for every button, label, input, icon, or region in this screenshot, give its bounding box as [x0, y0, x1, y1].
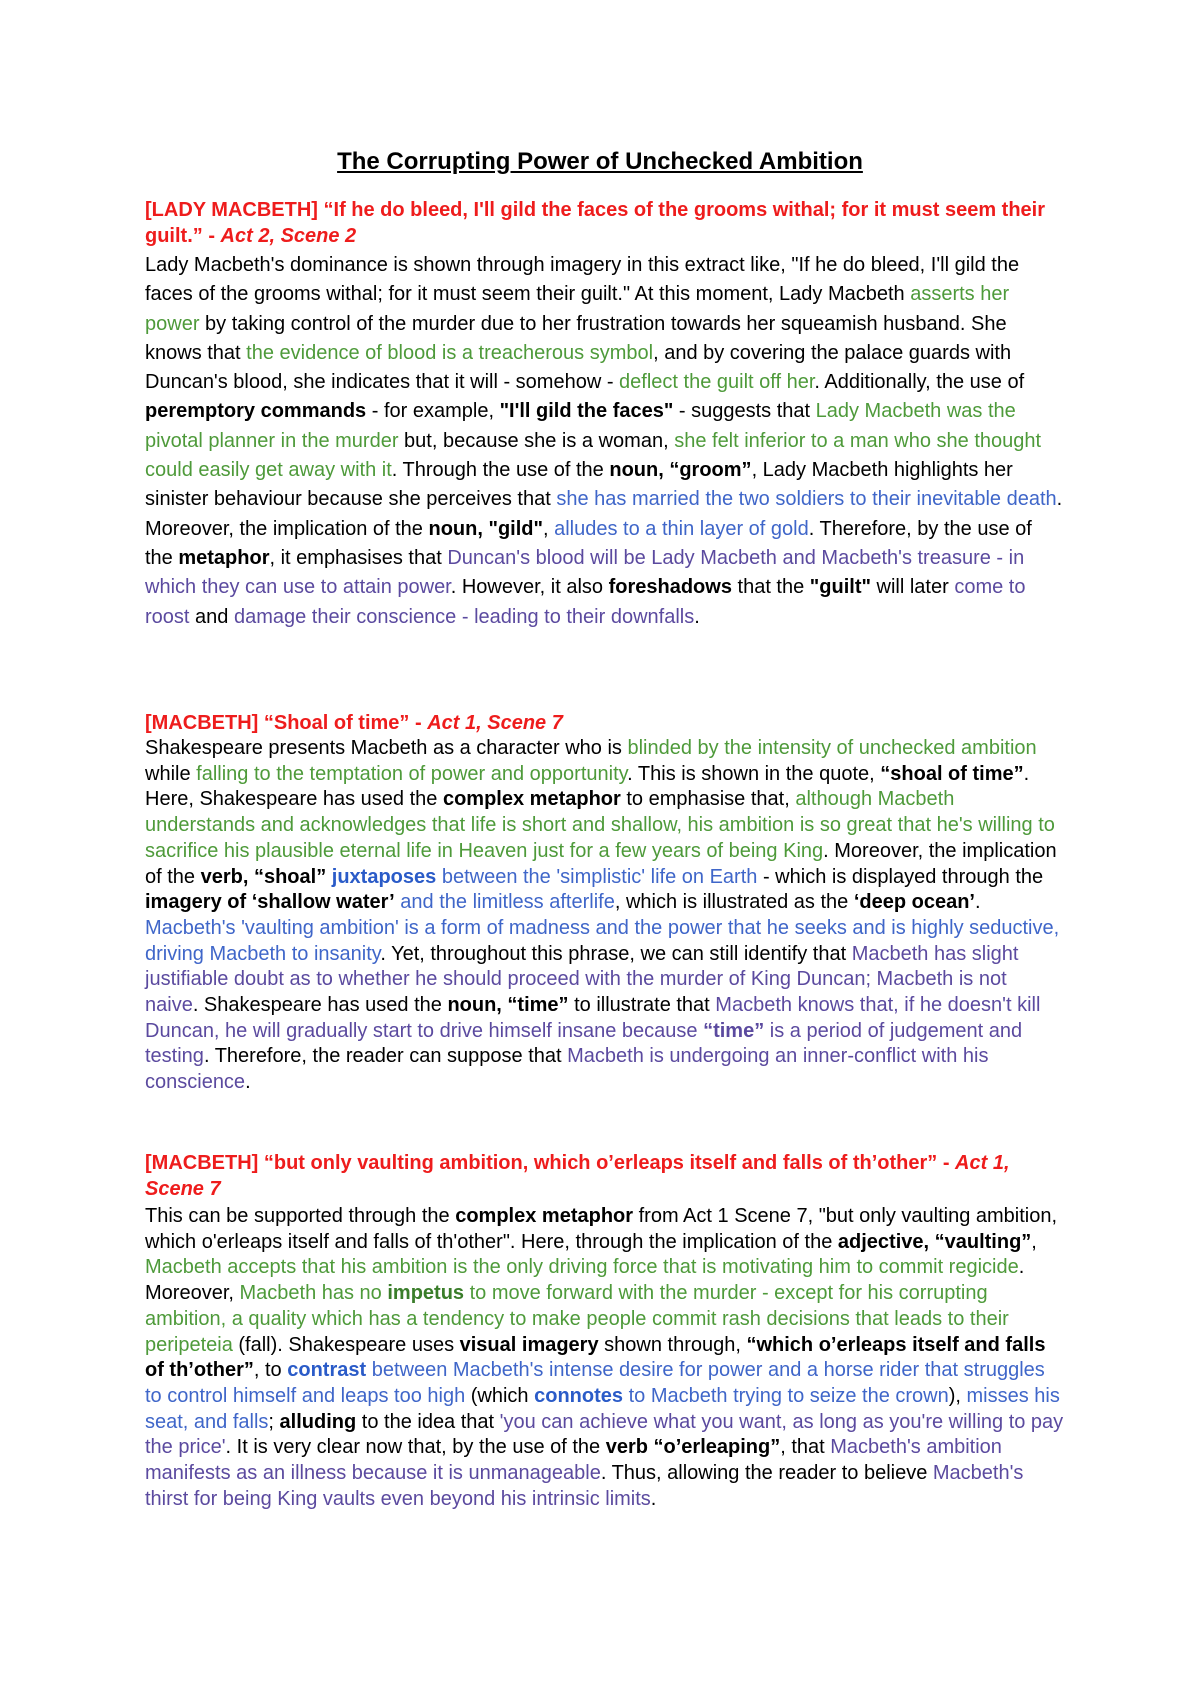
text-run: - which is displayed through the: [757, 865, 1044, 888]
section-body: [145, 1204, 1065, 1512]
text-run: . Therefore, the reader can suppose that: [203, 1045, 568, 1068]
text-run: she has married the two soldiers to their inevitable death: [556, 488, 1057, 511]
text-run: foreshadows: [608, 576, 732, 599]
text-run: misses his seat, and falls: [145, 1384, 1060, 1433]
text-run: peremptory commands: [145, 400, 367, 423]
text-run: noun, “groom”: [609, 459, 752, 482]
text-run: . Therefore, by the use of the: [145, 517, 1032, 569]
text-run: ‘deep ocean’: [853, 891, 975, 914]
text-run: Macbeth has no: [239, 1282, 388, 1305]
text-run: and the limitless afterlife: [400, 891, 615, 914]
text-run: between the 'simplistic' life on Earth: [441, 865, 758, 888]
text-run: . Moreover,: [145, 1256, 1025, 1305]
text-run: come to roost: [145, 576, 1026, 628]
text-run: shown through,: [598, 1333, 747, 1356]
text-run: ),: [948, 1384, 967, 1407]
text-run: .: [245, 1071, 251, 1094]
heading-act-scene: Act 2, Scene 2: [220, 225, 357, 247]
text-run: while: [145, 762, 197, 785]
section-lady-macbeth: [145, 197, 1065, 632]
text-run: visual imagery: [459, 1333, 599, 1356]
text-run: but, because she is a woman,: [398, 429, 675, 452]
text-run: ;: [268, 1410, 280, 1433]
text-run: to Macbeth trying to seize the crown: [628, 1384, 949, 1407]
text-run: juxtaposes: [331, 865, 437, 888]
text-run: , it emphasises that: [269, 546, 448, 569]
text-run: between Macbeth's intense desire for power and a horse rider that struggles to control himself and leaps too high: [145, 1359, 1045, 1407]
text-run: - for example,: [366, 400, 500, 423]
text-run: to illustrate that: [568, 994, 716, 1017]
text-run: to move forward with the murder - except for his corrupting ambition, a quality which has a tendency to make people commit rash decisions that leads to their peripeteia: [145, 1282, 1009, 1356]
text-run: and: [189, 605, 234, 628]
text-run: Duncan's blood will be Lady Macbeth and Macbeth's treasure - in which they can use to attain power: [145, 546, 1025, 599]
text-run: ,: [1031, 1230, 1037, 1253]
text-run: "guilt": [809, 576, 871, 599]
text-run: the evidence of blood is a treacherous symbol: [246, 341, 654, 364]
text-run: 'you can achieve what you want, as long as you're willing to pay the price': [145, 1410, 1064, 1459]
section-heading: [145, 710, 1065, 736]
text-run: .: [974, 891, 981, 914]
text-run: , to: [253, 1359, 288, 1382]
text-run: . Moreover, the implication of the: [145, 488, 1063, 540]
text-run: by taking control of the murder due to her frustration towards her squeamish husband. She knows that: [145, 312, 1007, 364]
page-title: The Corrupting Power of Unchecked Ambition: [337, 148, 863, 175]
text-run: . Moreover, the implication of the: [145, 839, 1057, 888]
text-run: to the idea that: [356, 1410, 500, 1433]
text-run: is a period of judgement and testing: [145, 1019, 1023, 1068]
section-vaulting-ambition: [145, 1150, 1065, 1512]
text-run: metaphor: [178, 546, 270, 569]
text-run: Lady Macbeth was the pivotal planner in the murder: [145, 400, 1016, 452]
text-run: noun, "gild": [428, 517, 543, 540]
heading-quote: [MACBETH] “but only vaulting ambition, which o’erleaps itself and falls of th’other” -: [145, 1152, 956, 1174]
text-run: falling to the temptation of power and opportunity: [196, 762, 628, 785]
text-run: Macbeth accepts that his ambition is the only driving force that is motivating him to commit regicide: [145, 1256, 1019, 1279]
text-run: .: [694, 605, 700, 628]
text-run: . Thus, allowing the reader to believe: [600, 1462, 933, 1485]
text-run: . Here, Shakespeare has used the: [145, 762, 1030, 811]
text-run: , that: [780, 1436, 831, 1459]
text-run: This can be supported through the: [145, 1205, 456, 1227]
text-run: . Through the use of the: [391, 459, 610, 482]
text-run: Macbeth's 'vaulting ambition' is a form of madness and the power that he seeks and is highly seductive, driving Macbeth to insanity: [145, 916, 1060, 965]
text-run: alluding: [279, 1410, 357, 1433]
text-run: Macbeth's ambition manifests as an illness because it is unmanageable: [145, 1436, 1002, 1485]
text-run: connotes: [534, 1384, 624, 1407]
heading-act-scene: Act 1, Scene 7: [427, 712, 563, 734]
text-run: asserts her power: [145, 283, 1010, 335]
text-run: deflect the guilt off her: [619, 371, 815, 394]
text-run: that the: [731, 576, 810, 599]
text-run: , Lady Macbeth highlights her sinister behaviour because she perceives that: [145, 459, 1013, 511]
text-run: verb, “shoal”: [200, 865, 327, 888]
text-run: . It is very clear now that, by the use of the: [225, 1436, 606, 1459]
text-run: Macbeth knows that, if he doesn't kill Duncan, he will gradually start to drive himself insane because: [145, 994, 1041, 1042]
text-run: verb “o’erleaping”: [605, 1436, 781, 1459]
text-run: .: [650, 1487, 657, 1510]
heading-quote: [MACBETH] “Shoal of time” -: [145, 712, 428, 734]
text-run: to emphasise that,: [620, 788, 796, 811]
text-run: adjective, “vaulting”: [837, 1230, 1032, 1253]
text-run: alludes to a thin layer of gold: [554, 517, 809, 540]
text-run: Macbeth has slight justifiable doubt as to whether he should proceed with the murder of King Duncan; Macbeth is not naive: [145, 942, 1019, 1017]
text-run: complex metaphor: [455, 1205, 634, 1227]
text-run: Macbeth is undergoing an inner-conflict with his conscience: [145, 1045, 989, 1094]
text-run: . Additionally, the use of: [814, 371, 1025, 394]
heading-act-scene: Act 1, Scene 7: [145, 1152, 1010, 1200]
text-run: - suggests that: [673, 400, 816, 423]
text-run: “shoal of time”: [880, 762, 1024, 785]
section-body: [145, 736, 1065, 1096]
text-run: . Yet, throughout this phrase, we can still identify that: [380, 942, 852, 965]
text-run: “which o’erleaps itself and falls of th’other”: [145, 1333, 1046, 1382]
text-run: (which: [465, 1384, 535, 1407]
text-run: Lady Macbeth's dominance is shown through imagery in this extract like, "If he do bleed, I'll gild the faces of the grooms withal; for it must seem their guilt." At this moment, Lady Macbeth: [145, 254, 1020, 306]
text-run: , and by covering the palace guards with Duncan's blood, she indicates that it will - somehow -: [145, 341, 1012, 394]
section-shoal-of-time: [145, 710, 1065, 1096]
text-run: damage their conscience - leading to their downfalls: [233, 605, 695, 628]
text-run: . This is shown in the quote,: [627, 762, 881, 785]
text-run: will later: [870, 576, 955, 599]
text-run: impetus: [387, 1282, 465, 1305]
section-heading: [145, 197, 1065, 249]
heading-quote: [LADY MACBETH] “If he do bleed, I'll gild the faces of the grooms withal; for it must seem their guilt.” -: [145, 199, 1046, 247]
text-run: contrast: [287, 1359, 367, 1382]
text-run: ,: [542, 517, 555, 540]
text-run: Shakespeare presents Macbeth as a character who is: [145, 737, 628, 759]
text-run: “time”: [703, 1019, 765, 1042]
text-run: , which is illustrated as the: [614, 891, 854, 914]
text-run: blinded by the intensity of unchecked ambition: [627, 737, 1037, 759]
text-run: she felt inferior to a man who she thought could easily get away with it: [145, 429, 1042, 482]
text-run: noun, “time”: [447, 994, 569, 1017]
text-run: complex metaphor: [442, 788, 621, 811]
text-run: (fall). Shakespeare uses: [232, 1333, 460, 1356]
text-run: from Act 1 Scene 7, "but only vaulting ambition, which o'erleaps itself and falls of th'other". Here, through the implication of the: [145, 1205, 1058, 1253]
text-run: imagery of ‘shallow water’: [145, 891, 395, 914]
text-run: . Shakespeare has used the: [192, 994, 448, 1017]
section-body: [145, 251, 1065, 632]
text-run: . However, it also: [450, 576, 609, 599]
text-run: Macbeth's thirst for being King vaults even beyond his intrinsic limits: [145, 1462, 1024, 1510]
section-heading: [145, 1150, 1065, 1202]
text-run: although Macbeth understands and acknowledges that life is short and shallow, his ambition is so great that he's willing to sacrifice his plausible eternal life in Heaven just for a few years of being King: [145, 788, 1055, 862]
text-run: "I'll gild the faces": [499, 400, 674, 423]
